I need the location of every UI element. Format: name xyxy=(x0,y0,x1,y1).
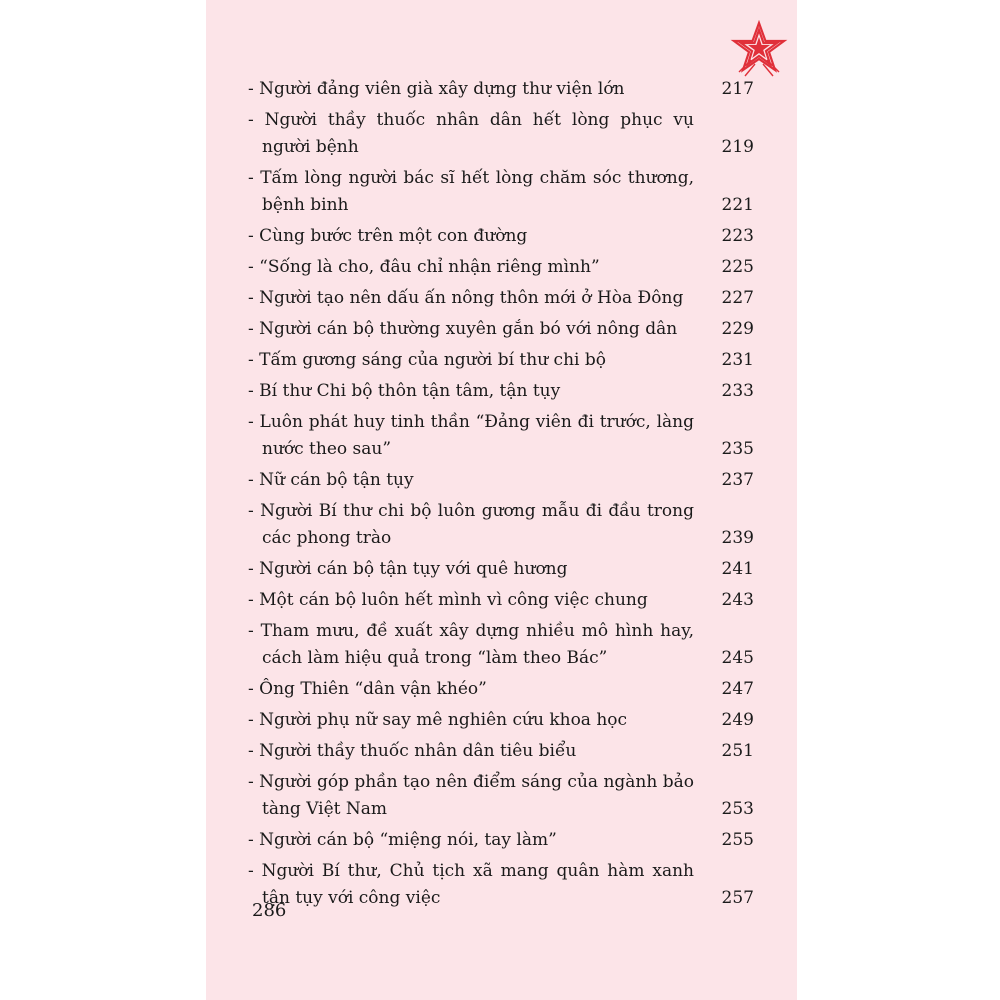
toc-entry-page: 229 xyxy=(721,319,754,339)
toc-entry-title: - Người Bí thư chi bộ luôn gương mẫu đi đầu trong các phong trào xyxy=(248,501,694,548)
toc-entry-page: 251 xyxy=(721,741,754,761)
toc-entry-page: 233 xyxy=(721,381,754,401)
toc-entry xyxy=(248,498,754,552)
toc-entry-title: - Tấm gương sáng của người bí thư chi bộ xyxy=(248,350,606,370)
toc-entry-page: 255 xyxy=(721,830,754,850)
toc-entry-title: - Người phụ nữ say mê nghiên cứu khoa học xyxy=(248,710,628,730)
toc-entry-title: - Bí thư Chi bộ thôn tận tâm, tận tụy xyxy=(248,381,561,401)
toc-entry-title: - Ông Thiên “dân vận khéo” xyxy=(248,679,487,699)
toc-entry-title: - Luôn phát huy tinh thần “Đảng viên đi trước, làng nước theo sau” xyxy=(248,412,694,459)
toc-entry-title: - Nữ cán bộ tận tụy xyxy=(248,470,414,490)
toc-entry xyxy=(248,347,754,374)
toc-entry-page: 221 xyxy=(721,195,754,215)
toc-entry-page: 249 xyxy=(721,710,754,730)
toc-entry xyxy=(248,618,754,672)
book-page xyxy=(206,0,797,1000)
toc-entry xyxy=(248,316,754,343)
toc-entry-title: - Người cán bộ tận tụy với quê hương xyxy=(248,559,568,579)
toc-entry-page: 237 xyxy=(721,470,754,490)
toc-entry-title: - Người tạo nên dấu ấn nông thôn mới ở Hòa Đông xyxy=(248,288,684,308)
toc-entry xyxy=(248,827,754,854)
toc-entry xyxy=(248,76,754,103)
toc-entry xyxy=(248,378,754,405)
toc-entry xyxy=(248,165,754,219)
toc-entry xyxy=(248,858,754,912)
toc-entry xyxy=(248,738,754,765)
toc-entry-page: 217 xyxy=(721,79,754,99)
toc-entry-page: 257 xyxy=(721,888,754,908)
toc-entry-page: 231 xyxy=(721,350,754,370)
toc-entry xyxy=(248,556,754,583)
toc-entry-title: - Người góp phần tạo nên điểm sáng của ngành bảo tàng Việt Nam xyxy=(248,772,694,819)
toc-entry-title: - “Sống là cho, đâu chỉ nhận riêng mình” xyxy=(248,257,600,277)
toc-entry-page: 219 xyxy=(721,137,754,157)
toc-entry xyxy=(248,707,754,734)
toc-entry xyxy=(248,467,754,494)
toc-entry-title: - Tham mưu, đề xuất xây dựng nhiều mô hình hay, cách làm hiệu quả trong “làm theo Bác” xyxy=(248,621,694,668)
toc-entry-page: 223 xyxy=(721,226,754,246)
toc-entry-page: 225 xyxy=(721,257,754,277)
toc-entry xyxy=(248,676,754,703)
toc-entry-page: 253 xyxy=(721,799,754,819)
toc-entry-title: - Một cán bộ luôn hết mình vì công việc chung xyxy=(248,590,648,610)
toc-entry-page: 235 xyxy=(721,439,754,459)
toc-entry-title: - Người cán bộ “miệng nói, tay làm” xyxy=(248,830,557,850)
toc-entry-title: - Tấm lòng người bác sĩ hết lòng chăm sóc thương, bệnh binh xyxy=(248,168,694,215)
toc-entry-title: - Người đảng viên già xây dựng thư viện lớn xyxy=(248,79,625,99)
toc-entry-page: 241 xyxy=(721,559,754,579)
toc-entry-title: - Người cán bộ thường xuyên gắn bó với nông dân xyxy=(248,319,678,339)
toc-entry xyxy=(248,285,754,312)
table-of-contents xyxy=(248,76,754,916)
toc-entry-title: - Người Bí thư, Chủ tịch xã mang quân hàm xanh tận tụy với công việc xyxy=(248,861,694,908)
toc-entry-title: - Người thầy thuốc nhân dân hết lòng phục vụ người bệnh xyxy=(248,110,694,157)
toc-entry xyxy=(248,409,754,463)
toc-entry xyxy=(248,769,754,823)
toc-entry-page: 243 xyxy=(721,590,754,610)
toc-entry-page: 239 xyxy=(721,528,754,548)
toc-entry xyxy=(248,254,754,281)
toc-entry xyxy=(248,107,754,161)
toc-entry xyxy=(248,587,754,614)
page-number: 286 xyxy=(252,900,287,921)
toc-entry-page: 247 xyxy=(721,679,754,699)
toc-entry-page: 245 xyxy=(721,648,754,668)
toc-entry xyxy=(248,223,754,250)
red-star-emblem-icon xyxy=(729,20,789,80)
toc-entry-title: - Cùng bước trên một con đường xyxy=(248,226,528,246)
toc-entry-title: - Người thầy thuốc nhân dân tiêu biểu xyxy=(248,741,577,761)
toc-entry-page: 227 xyxy=(721,288,754,308)
